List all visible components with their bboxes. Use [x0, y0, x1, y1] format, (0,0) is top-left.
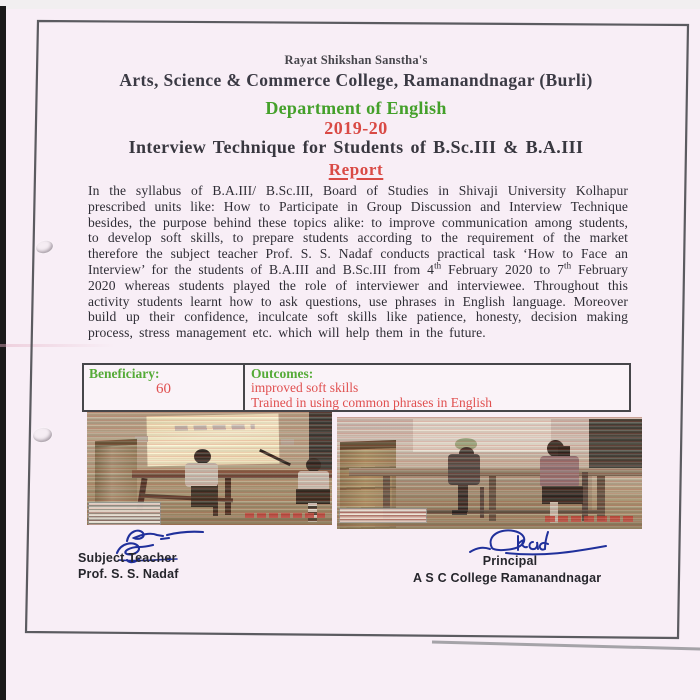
report-label: Report [328, 160, 384, 179]
paragraph-text: February 2020 whereas students played the role of interviewer and interviewee. Throughout this activity students learnt how to ask questions, use phrases in English language. Moreover build up their confidence, inculcate soft skills like patience, honesty, decision making process, stress management etc. which will help them in the future. [88, 261, 628, 341]
classroom-table [349, 469, 642, 476]
projector-screen [146, 414, 279, 467]
student-right-torso [298, 471, 329, 491]
student-left-head [194, 449, 211, 464]
report-paragraph [88, 183, 628, 341]
student-right-skirt [542, 486, 583, 504]
subject-teacher-label: Subject Teacher [78, 551, 177, 565]
activity-photo-left [87, 412, 332, 525]
department-name: Department of English [265, 98, 447, 118]
activity-photo-right [337, 417, 642, 529]
paragraph-text: In the syllabus of B.A.III/ B.Sc.III, Board of Studies in Shivaji University Kolhapur prescribed units like: How to Participate in Group Discussion and Interview Technique besides, the purpose behind these topics alike: to improve communication among students, to develop soft skills, to prepare students according to the requirement of the market therefore the subject teacher Prof. S. S. Nadaf conducts practical task ‘How to Face an Interview’ for the students of B.A.III and B.Sc.III from 4 [88, 183, 628, 277]
ordinal-superscript: th [564, 260, 572, 271]
report-title: Interview Technique for Students of B.Sc.III & B.A.III [128, 137, 584, 157]
table-leg [225, 478, 231, 515]
student-left-legs [458, 485, 468, 512]
student-left-legs [191, 486, 217, 507]
screen-clip [281, 439, 294, 445]
chair-leg [480, 487, 484, 518]
beneficiary-label: Beneficiary: [89, 366, 160, 381]
photo-watermark [245, 513, 325, 518]
beneficiary-value: 60 [156, 381, 171, 397]
outcome-line: Trained in using common phrases in English [251, 394, 492, 410]
table-leg [489, 476, 496, 521]
geotag-overlay [339, 508, 427, 523]
geotag-overlay [88, 502, 161, 525]
screen-title-text [175, 424, 255, 431]
projector-screen [413, 419, 551, 452]
trust-name: Rayat Shikshan Sanstha's [284, 53, 428, 67]
beneficiary-cell [84, 365, 245, 410]
paragraph-text: February 2020 to 7 [441, 261, 565, 277]
student-right-head [306, 458, 321, 472]
principal-label: Principal [482, 554, 538, 568]
subject-teacher-name: Prof. S. S. Nadaf [78, 567, 179, 581]
outcomes-label: Outcomes: [251, 366, 314, 381]
academic-year: 2019-20 [324, 118, 388, 138]
outcome-line: improved soft skills [251, 380, 359, 395]
student-right-torso [540, 456, 579, 488]
student-left-torso [185, 463, 218, 487]
student-right-skirt [296, 489, 330, 504]
principal-college-name: A S C College Ramanandnagar [413, 571, 602, 585]
outcomes-cell [245, 365, 629, 410]
chalkboard [589, 419, 642, 472]
ordinal-superscript: th [434, 260, 442, 271]
photo-watermark [545, 516, 633, 522]
table-leg [597, 476, 605, 521]
college-name: Arts, Science & Commerce College, Ramanandnagar (Burli) [119, 70, 593, 90]
summary-table [82, 363, 631, 412]
student-left-shoe [452, 510, 467, 515]
student-left-torso [448, 454, 480, 485]
